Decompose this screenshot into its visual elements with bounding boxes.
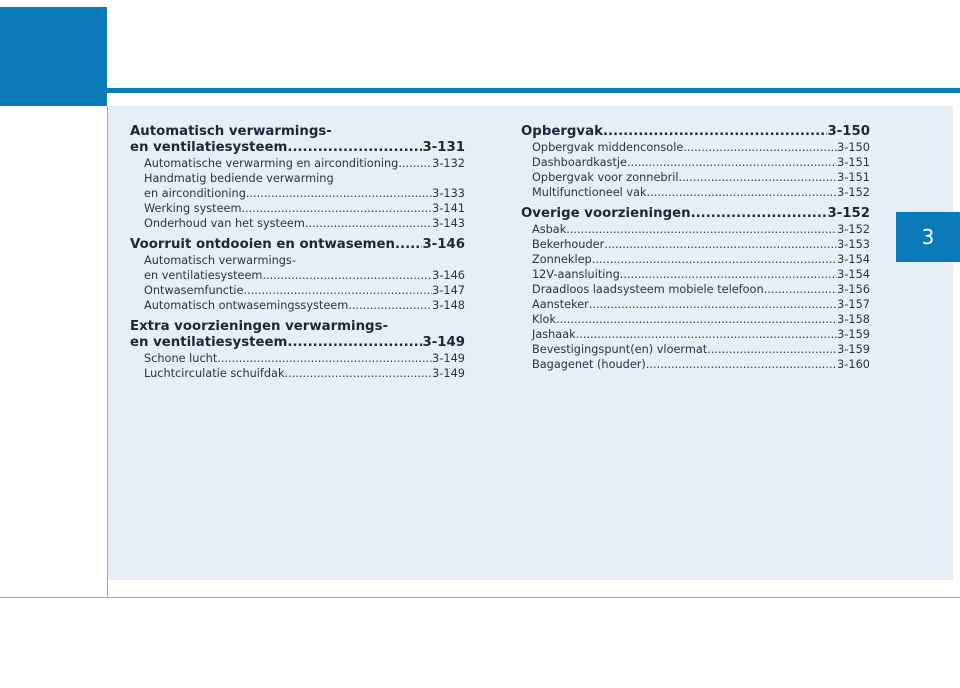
toc-page-number: 3-150 (827, 124, 870, 139)
toc-page-number: 3-158 (837, 313, 870, 326)
toc-entry[interactable] (521, 237, 870, 252)
toc-entry[interactable] (130, 216, 465, 231)
toc-page-number: 3-156 (837, 283, 870, 296)
toc-entry[interactable] (521, 282, 870, 297)
dot-leader (348, 298, 432, 313)
toc-page-number: 3-151 (837, 171, 870, 184)
dot-leader (647, 185, 838, 200)
toc-title: Jashaak (532, 328, 576, 341)
toc-page-number: 3-149 (432, 367, 465, 380)
header-rule (107, 88, 960, 93)
dot-leader (620, 267, 837, 282)
dot-leader (683, 140, 837, 155)
toc-title: Dashboardkastje (532, 156, 627, 169)
toc-section-heading[interactable] (130, 237, 465, 253)
toc-title: Luchtcirculatie schuifdak (144, 367, 285, 380)
toc-title: en airconditioning (144, 187, 246, 200)
toc-entry[interactable] (521, 267, 870, 282)
toc-entry[interactable] (521, 342, 870, 357)
dot-leader (604, 237, 837, 252)
toc-title-first-line: Automatisch verwarmings- (144, 254, 296, 267)
chapter-tab[interactable]: 3 (896, 212, 960, 262)
dot-leader (246, 186, 432, 201)
dot-leader (285, 366, 433, 381)
toc-title: en ventilatiesysteem (130, 335, 288, 350)
toc-title: Werking systeem (144, 202, 242, 215)
toc-page-number: 3-151 (837, 156, 870, 169)
dot-leader (646, 357, 837, 372)
toc-page-number: 3-133 (432, 187, 465, 200)
toc-entry[interactable] (521, 357, 870, 372)
toc-entry[interactable] (521, 155, 870, 170)
toc-title: Automatische verwarming en airconditioning (144, 157, 399, 170)
toc-entry[interactable] (130, 298, 465, 313)
toc-page-number: 3-132 (432, 157, 465, 170)
toc-title: Klok (532, 313, 557, 326)
toc-title: Draadloos laadsysteem mobiele telefoon (532, 283, 764, 296)
toc-left-column (130, 124, 465, 381)
toc-right-column (521, 124, 870, 372)
toc-page-number: 3-152 (827, 206, 870, 221)
toc-page-number: 3-146 (432, 269, 465, 282)
toc-entry[interactable] (130, 253, 465, 283)
toc-entry[interactable] (130, 171, 465, 201)
dot-leader (764, 282, 838, 297)
toc-entry[interactable] (521, 222, 870, 237)
dot-leader (589, 297, 837, 312)
chapter-corner-block (0, 7, 107, 106)
toc-title: en ventilatiesysteem (144, 269, 263, 282)
toc-title: Opbergvak middenconsole (532, 141, 684, 154)
dot-leader (603, 124, 828, 140)
toc-title: Ontwasemfunctie (144, 284, 244, 297)
dot-leader (287, 335, 422, 351)
toc-page-number: 3-131 (422, 140, 465, 155)
toc-title: Opbergvak voor zonnebril (532, 171, 679, 184)
dot-leader (707, 342, 837, 357)
toc-page-number: 3-159 (837, 343, 870, 356)
toc-title-first-line: Handmatig bediende verwarming (144, 172, 334, 185)
toc-page-number: 3-141 (432, 202, 465, 215)
toc-title: Voorruit ontdooien en ontwasemen (130, 237, 395, 252)
toc-entry[interactable] (130, 283, 465, 298)
left-margin-line (107, 106, 108, 598)
toc-page-number: 3-143 (432, 217, 465, 230)
toc-page-number: 3-152 (837, 223, 870, 236)
toc-page-number: 3-149 (432, 352, 465, 365)
toc-entry[interactable] (521, 312, 870, 327)
toc-page-number: 3-159 (837, 328, 870, 341)
toc-page-number: 3-160 (837, 358, 870, 371)
toc-title: Automatisch ontwasemingssysteem (144, 299, 349, 312)
dot-leader (556, 312, 837, 327)
dot-leader (287, 140, 422, 156)
toc-title: en ventilatiesysteem (130, 140, 288, 155)
toc-entry[interactable] (521, 297, 870, 312)
toc-entry[interactable] (521, 327, 870, 342)
toc-title: Onderhoud van het systeem (144, 217, 305, 230)
toc-entry[interactable] (521, 140, 870, 155)
toc-title: Overige voorzieningen (521, 206, 691, 221)
toc-page-number: 3-150 (837, 141, 870, 154)
toc-page-number: 3-146 (422, 237, 465, 252)
dot-leader (395, 237, 422, 253)
dot-leader (242, 201, 433, 216)
dot-leader (592, 252, 837, 267)
toc-entry[interactable] (521, 185, 870, 200)
toc-entry[interactable] (130, 201, 465, 216)
toc-title: Bevestigingspunt(en) vloermat (532, 343, 708, 356)
toc-title: Aansteker (532, 298, 589, 311)
dot-leader (691, 206, 828, 222)
dot-leader (627, 155, 837, 170)
toc-page-number: 3-148 (432, 299, 465, 312)
toc-page-number: 3-157 (837, 298, 870, 311)
dot-leader (576, 327, 837, 342)
toc-title: Bagagenet (houder) (532, 358, 646, 371)
toc-entry[interactable] (521, 252, 870, 267)
dot-leader (398, 156, 432, 171)
toc-entry[interactable] (130, 351, 465, 366)
toc-title-first-line: Automatisch verwarmings- (130, 124, 332, 139)
toc-entry[interactable] (130, 156, 465, 171)
toc-section-heading[interactable] (130, 319, 465, 351)
toc-page-number: 3-149 (422, 335, 465, 350)
dot-leader (244, 283, 433, 298)
toc-page-number: 3-147 (432, 284, 465, 297)
toc-page-number: 3-153 (837, 238, 870, 251)
dot-leader (566, 222, 837, 237)
toc-section-heading[interactable] (521, 206, 870, 222)
dot-leader (679, 170, 838, 185)
toc-section-heading[interactable] (130, 124, 465, 156)
toc-title: Zonneklep (532, 253, 592, 266)
dot-leader (262, 268, 432, 283)
toc-page-number: 3-152 (837, 186, 870, 199)
toc-title: Opbergvak (521, 124, 603, 139)
dot-leader (305, 216, 432, 231)
toc-section-heading[interactable] (521, 124, 870, 140)
toc-title: Bekerhouder (532, 238, 605, 251)
dot-leader (217, 351, 432, 366)
toc-title-first-line: Extra voorzieningen verwarmings- (130, 319, 388, 334)
toc-entry[interactable] (521, 170, 870, 185)
toc-title: Asbak (532, 223, 567, 236)
toc-title: Multifunctioneel vak (532, 186, 647, 199)
toc-title: 12V-aansluiting (532, 268, 620, 281)
toc-page-number: 3-154 (837, 253, 870, 266)
toc-title: Schone lucht (144, 352, 218, 365)
toc-entry[interactable] (130, 366, 465, 381)
toc-page-number: 3-154 (837, 268, 870, 281)
footer-line (0, 597, 960, 598)
